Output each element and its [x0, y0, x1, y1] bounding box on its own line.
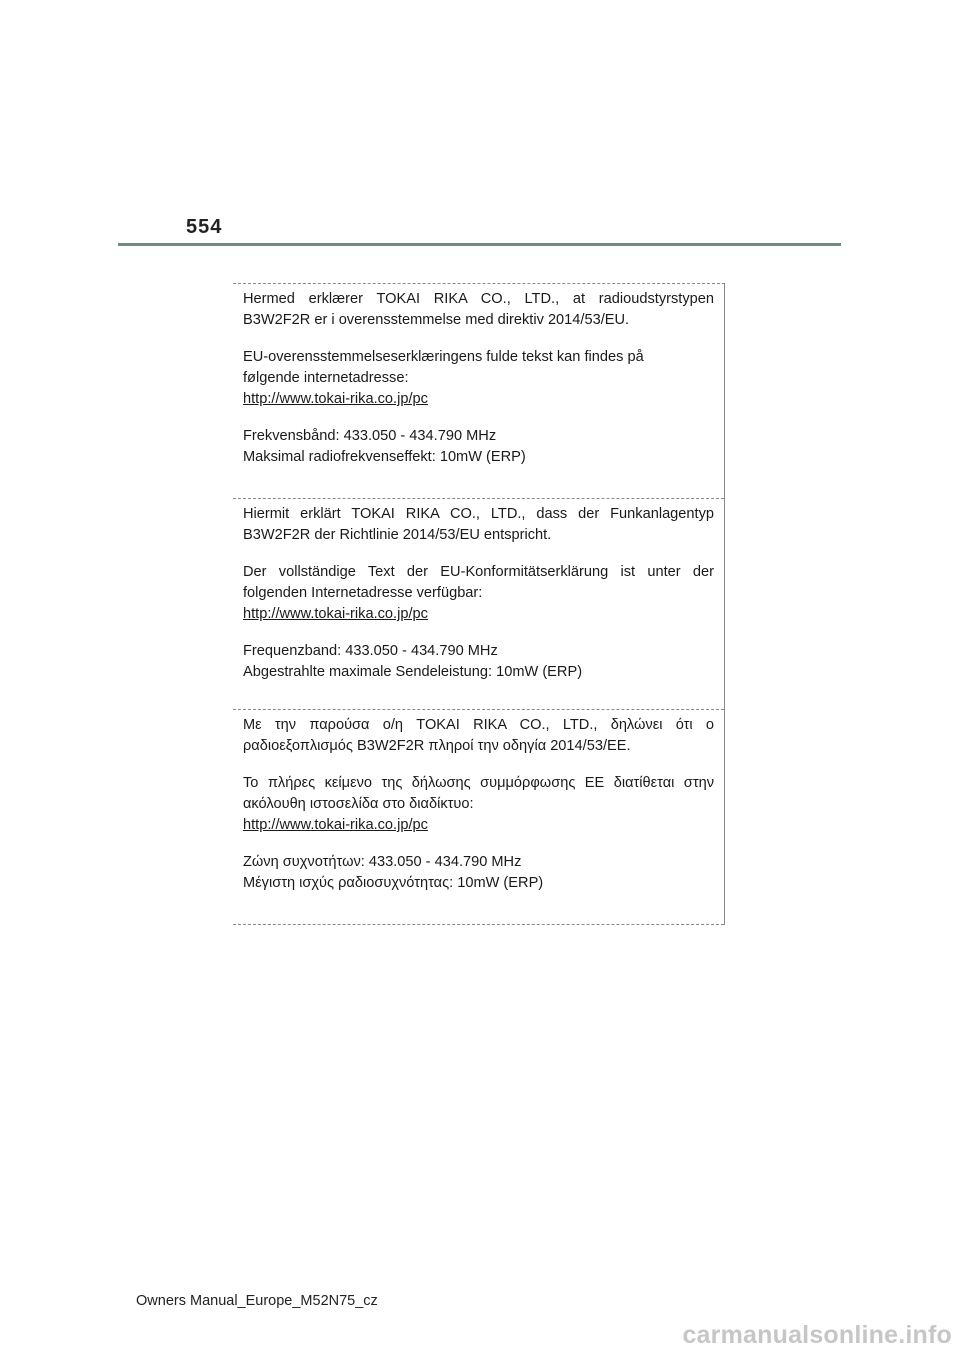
frequency-band: Ζώνη συχνοτήτων: 433.050 - 434.790 MHz	[243, 854, 522, 870]
declaration-link[interactable]: http://www.tokai-rika.co.jp/pc	[243, 391, 428, 407]
declaration-box	[233, 283, 725, 925]
frequency-band: Frequenzband: 433.050 - 434.790 MHz	[243, 643, 498, 659]
header-rule	[118, 243, 841, 246]
text-line-2: følgende internetadresse:	[243, 370, 409, 386]
text-line-2: folgenden Internetadresse verfügbar:	[243, 585, 483, 601]
statement-line-1: Με την παρούσα ο/η TOKAI RIKA CO., LTD., δηλώνει ότι ο	[243, 717, 714, 733]
frequency-band: Frekvensbånd: 433.050 - 434.790 MHz	[243, 428, 497, 444]
declaration-link[interactable]: http://www.tokai-rika.co.jp/pc	[243, 606, 428, 622]
max-power: Maksimal radiofrekvenseffekt: 10mW (ERP)	[243, 449, 526, 465]
max-power: Μέγιστη ισχύς ραδιοσυχνότητας: 10mW (ERP)	[243, 875, 544, 891]
text-line-1: Der vollständige Text der EU-Konformitätserklärung ist unter der	[243, 564, 714, 580]
statement-line-1: Hermed erklærer TOKAI RIKA CO., LTD., at radioudstyrstypen	[243, 291, 714, 307]
text-line-1: Το πλήρες κείμενο της δήλωσης συμμόρφωσης ΕΕ διατίθεται στην	[243, 775, 714, 791]
declaration-section-greek	[233, 710, 724, 925]
statement-line-2: ραδιοεξοπλισμός B3W2F2R πληροί την οδηγία 2014/53/ΕΕ.	[243, 738, 631, 754]
statement-line-1: Hiermit erklärt TOKAI RIKA CO., LTD., dass der Funkanlagentyp	[243, 506, 714, 522]
max-power: Abgestrahlte maximale Sendeleistung: 10mW (ERP)	[243, 664, 583, 680]
watermark: carmanualsonline.info	[682, 1321, 952, 1349]
declaration-link[interactable]: http://www.tokai-rika.co.jp/pc	[243, 817, 428, 833]
page-number: 554	[186, 216, 223, 238]
declaration-section-danish	[233, 284, 724, 499]
text-line-1: EU-overensstemmelseserklæringens fulde tekst kan findes på	[243, 349, 644, 365]
statement-line-2: B3W2F2R der Richtlinie 2014/53/EU entspricht.	[243, 527, 552, 543]
declaration-section-german	[233, 499, 724, 710]
footer-manual-id: Owners Manual_Europe_M52N75_cz	[136, 1293, 378, 1309]
statement-line-2: B3W2F2R er i overensstemmelse med direktiv 2014/53/EU.	[243, 312, 630, 328]
text-line-2: ακόλουθη ιστοσελίδα στο διαδίκτυο:	[243, 796, 474, 812]
